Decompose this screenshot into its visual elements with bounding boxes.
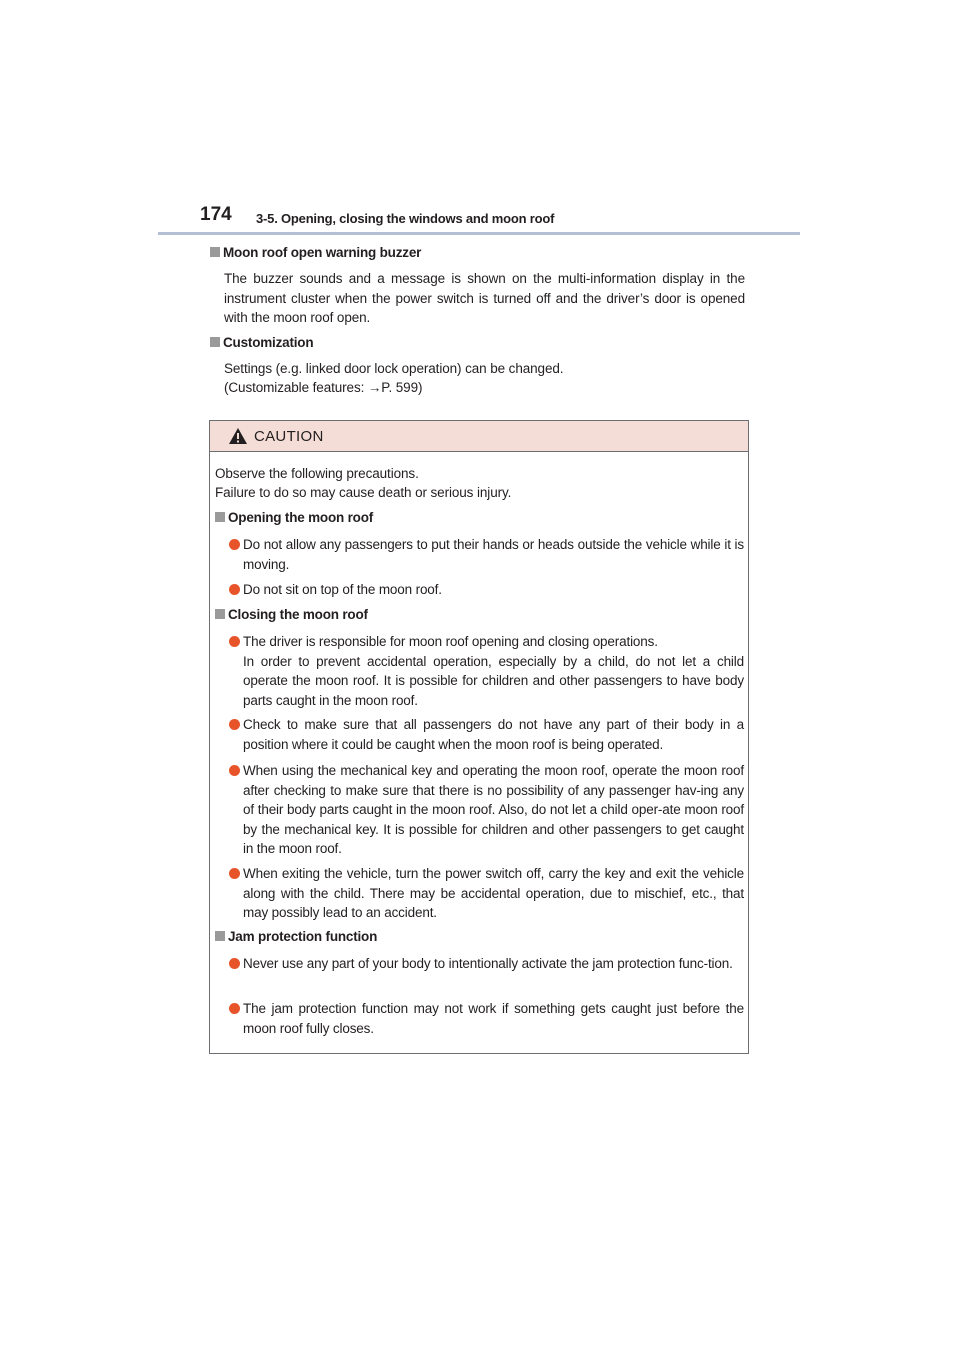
caution-title: CAUTION <box>254 428 324 445</box>
warning-buzzer-text: The buzzer sounds and a message is shown on the multi-information display in the instrument cluster when the power switch is turned off and the driver’s door is opened with the moon roof open. <box>224 271 745 325</box>
heading-opening-moon-roof <box>215 510 373 525</box>
bullet-dot-icon <box>229 868 240 879</box>
bullet-text: Do not allow any passengers to put their hands or heads outside the vehicle while it is moving. <box>243 537 744 572</box>
heading-text: Opening the moon roof <box>228 510 374 525</box>
bullet-dot-icon <box>229 636 240 647</box>
bullet-dot-icon <box>229 539 240 550</box>
bullet-dot-icon <box>229 765 240 776</box>
bullet-text: Never use any part of your body to intentionally activate the jam protection func-tion. <box>243 956 733 971</box>
bullet-text: The driver is responsible for moon roof opening and closing operations. <box>243 634 658 649</box>
square-marker-icon <box>210 337 220 347</box>
warning-triangle-icon <box>228 427 248 445</box>
bullet-text-continued: In order to prevent accidental operation, especially by a child, do not let a child operate the moon roof. It is possible for children and other passengers to have body parts caught in the moon roof. <box>243 653 744 708</box>
customization-text-2: (Customizable features: →P. 599) <box>224 380 423 395</box>
bullet-dot-icon <box>229 1003 240 1014</box>
heading-warning-buzzer <box>210 245 421 260</box>
bullet-text: Do not sit on top of the moon roof. <box>243 582 442 597</box>
bullet-dot-icon <box>229 958 240 969</box>
caution-intro-2: Failure to do so may cause death or serious injury. <box>215 485 512 500</box>
caution-header <box>210 421 748 452</box>
square-marker-icon <box>215 931 225 941</box>
heading-text: Customization <box>223 335 314 350</box>
heading-text: Closing the moon roof <box>228 607 368 622</box>
page-number: 174 <box>200 204 232 225</box>
square-marker-icon <box>215 512 225 522</box>
bullet-text: Check to make sure that all passengers do not have any part of their body in a position where it could be caught when the moon roof is being operated. <box>243 717 744 752</box>
square-marker-icon <box>210 247 220 257</box>
bullet-text: When exiting the vehicle, turn the power switch off, carry the key and exit the vehicle along with the child. There may be accidental operation, due to mischief, etc., that may possibly lead to an accident. <box>243 866 744 920</box>
bullet-text: When using the mechanical key and operating the moon roof, operate the moon roof after checking to make sure that there is no possibility of any passenger hav-ing any of their body parts caught in the moon roof. Also, do not let a child oper-ate moon roof by the mechanical key. It is possible for children and other passengers to get caught in the moon roof. <box>243 763 744 856</box>
heading-closing-moon-roof <box>215 607 368 622</box>
page-header <box>158 200 800 236</box>
bullet-dot-icon <box>229 584 240 595</box>
header-rule <box>158 232 800 235</box>
heading-text: Moon roof open warning buzzer <box>223 245 422 260</box>
heading-text: Jam protection function <box>228 929 378 944</box>
section-title: 3-5. Opening, closing the windows and moon roof <box>256 211 555 226</box>
heading-customization <box>210 335 313 350</box>
caution-intro-1: Observe the following precautions. <box>215 466 419 481</box>
heading-jam-protection <box>215 929 377 944</box>
customization-text-1: Settings (e.g. linked door lock operation) can be changed. <box>224 361 564 376</box>
square-marker-icon <box>215 609 225 619</box>
bullet-text: The jam protection function may not work if something gets caught just before the moon roof fully closes. <box>243 1001 744 1036</box>
bullet-dot-icon <box>229 719 240 730</box>
caution-box <box>209 420 749 1054</box>
